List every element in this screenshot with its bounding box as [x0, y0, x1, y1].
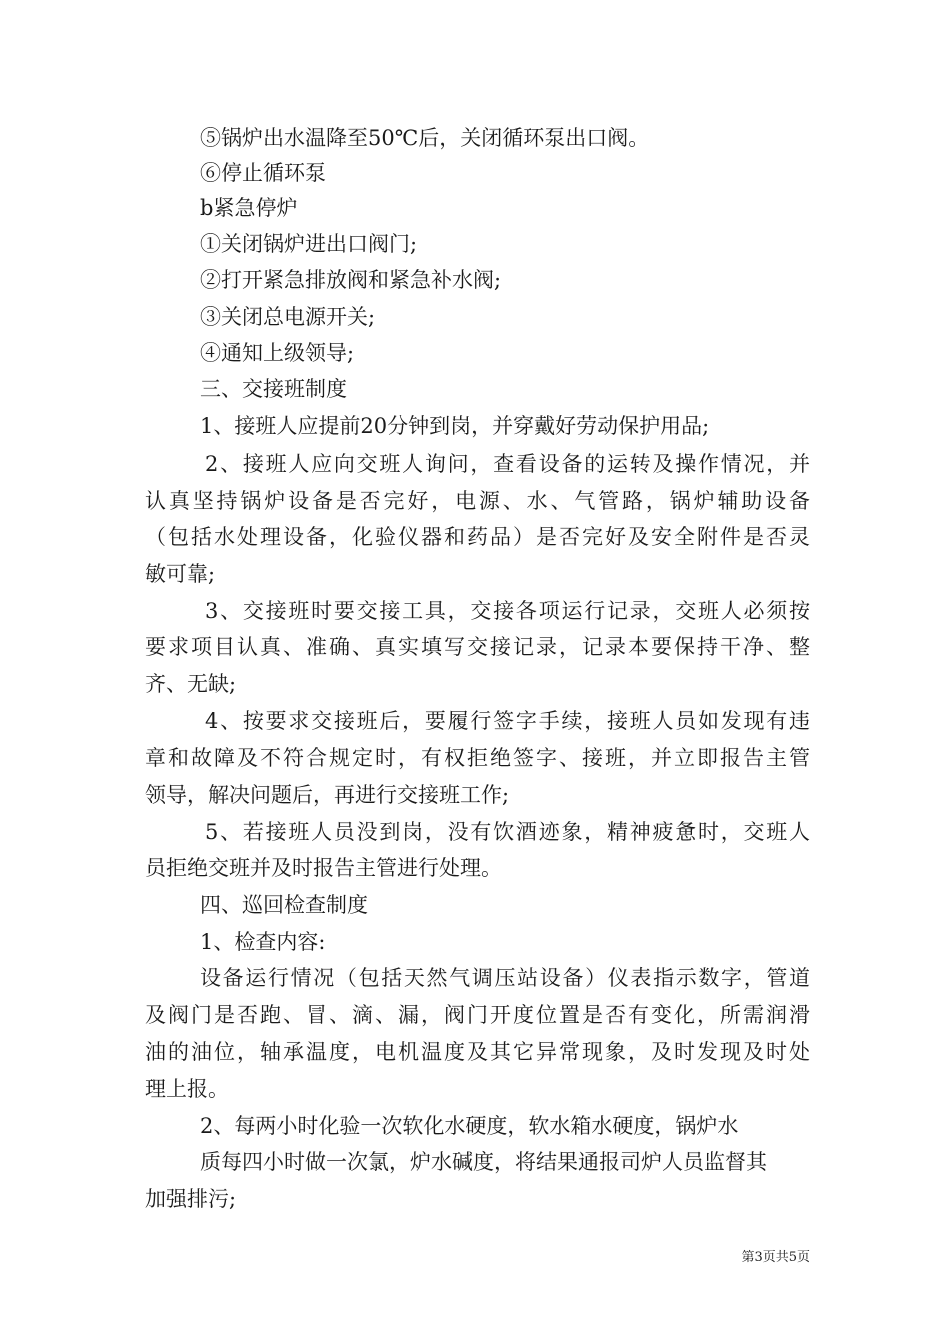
text-line: 2、每两小时化验一次软化水硬度，软水箱水硬度，锅炉水: [200, 1114, 739, 1138]
text-line: 理上报。: [145, 1077, 229, 1101]
text-line: 齐、无缺;: [145, 672, 237, 696]
page-number: 第3页共5页: [741, 1250, 810, 1265]
text-line: 加强排污;: [145, 1187, 237, 1211]
text-line: 4、按要求交接班后，要履行签字手续，接班人员如发现有违: [205, 709, 810, 733]
text-line: 1、接班人应提前20分钟到岗，并穿戴好劳动保护用品;: [200, 414, 710, 438]
text-line: ①关闭锅炉进出口阀门;: [200, 232, 418, 256]
text-line: 油的油位，轴承温度，电机温度及其它异常现象，及时发现及时处: [145, 1040, 810, 1064]
text-line: 及阀门是否跑、冒、滴、漏，阀门开度位置是否有变化，所需润滑: [145, 1003, 810, 1027]
text-line: 2、接班人应向交班人询问，查看设备的运转及操作情况，并: [205, 452, 810, 476]
text-line: 敏可靠;: [145, 562, 216, 586]
section-heading: 三、交接班制度: [200, 377, 347, 401]
text-line: 设备运行情况（包括天然气调压站设备）仪表指示数字，管道: [200, 966, 810, 990]
text-line: 要求项目认真、准确、真实填写交接记录，记录本要保持干净、整: [145, 635, 810, 659]
text-line: 认真坚持锅炉设备是否完好，电源、水、气管路，锅炉辅助设备: [145, 489, 810, 513]
text-line: ⑤锅炉出水温降至50℃后，关闭循环泵出口阀。: [200, 126, 650, 150]
text-line: 1、检查内容:: [200, 930, 326, 954]
text-line: b紧急停炉: [200, 196, 298, 220]
text-line: 员拒绝交班并及时报告主管进行处理。: [145, 856, 502, 880]
section-heading: 四、巡回检查制度: [200, 893, 368, 917]
text-line: 章和故障及不符合规定时，有权拒绝签字、接班，并立即报告主管: [145, 746, 810, 770]
text-line: 领导，解决问题后，再进行交接班工作;: [145, 783, 510, 807]
text-line: ④通知上级领导;: [200, 341, 355, 365]
text-line: （包括水处理设备，化验仪器和药品）是否完好及安全附件是否灵: [145, 525, 810, 549]
text-line: 5、若接班人员没到岗，没有饮酒迹象，精神疲惫时，交班人: [205, 820, 810, 844]
text-line: 质每四小时做一次氯，炉水碱度，将结果通报司炉人员监督其: [200, 1150, 767, 1174]
text-line: ②打开紧急排放阀和紧急补水阀;: [200, 268, 502, 292]
text-line: 3、交接班时要交接工具，交接各项运行记录，交班人必须按: [205, 599, 810, 623]
text-line: ③关闭总电源开关;: [200, 305, 376, 329]
text-line: ⑥停止循环泵: [200, 161, 326, 185]
